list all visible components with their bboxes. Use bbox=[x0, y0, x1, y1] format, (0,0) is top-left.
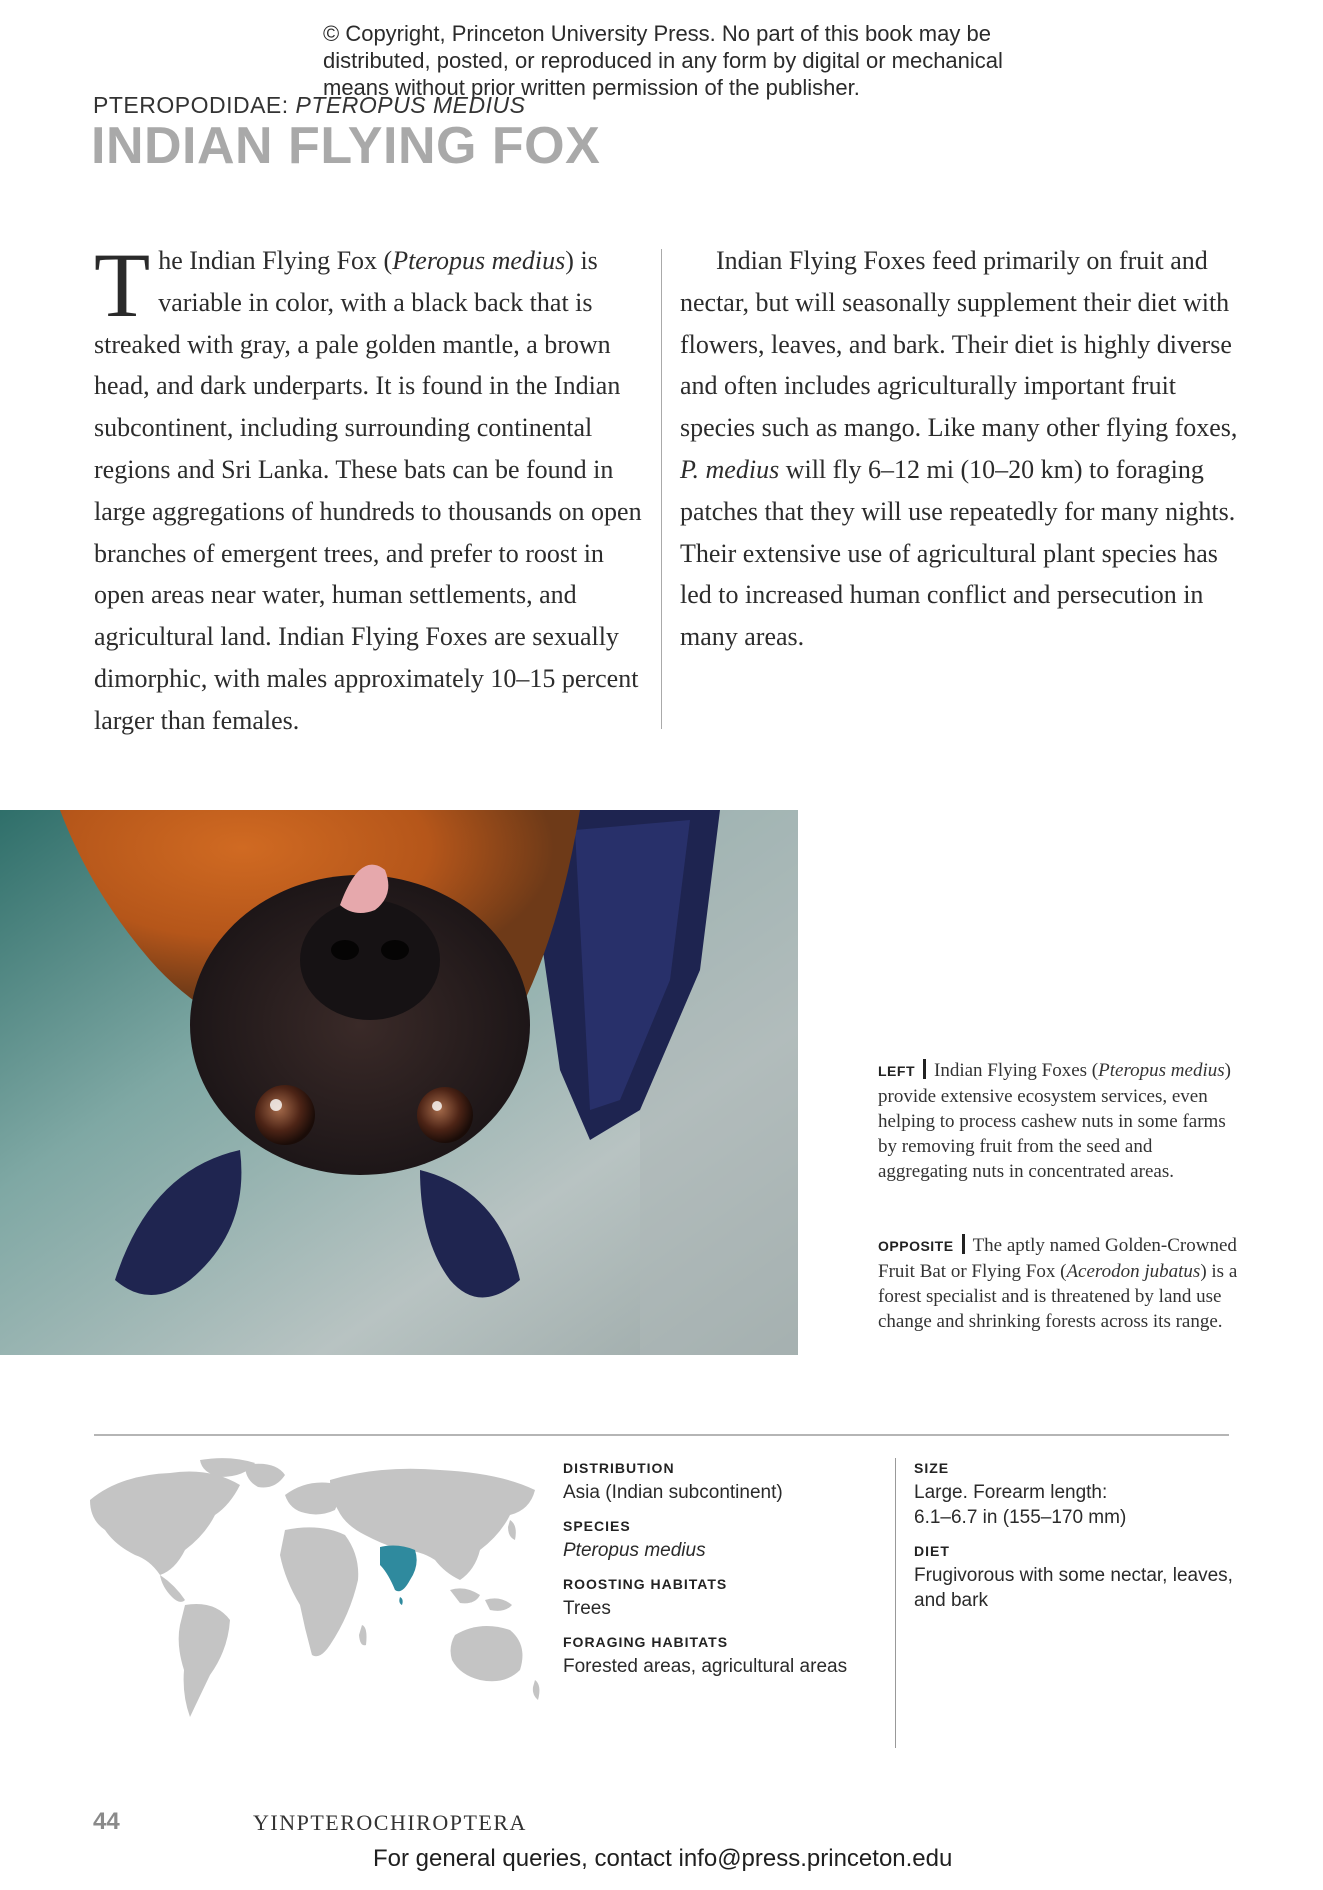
fact-value: Forested areas, agricultural areas bbox=[563, 1656, 848, 1677]
caption-italic: Pteropus medius bbox=[1098, 1060, 1225, 1081]
species-italic: Pteropus medius bbox=[392, 246, 566, 275]
body-text: will fly 6–12 mi (10–20 km) to foraging patches that they will use repeatedly for many nights. Their extensive use of agricultural plant species has led to increased human conflict and persecution in many areas. bbox=[680, 454, 1236, 652]
page-title: INDIAN FLYING FOX bbox=[91, 117, 601, 175]
species-caps: PTEROPUS MEDIUS bbox=[295, 92, 526, 118]
world-map-svg bbox=[80, 1455, 550, 1725]
fact-label: SIZE bbox=[914, 1460, 950, 1476]
fact-value: 6.1–6.7 in (155–170 mm) bbox=[914, 1507, 1127, 1528]
fact-distribution bbox=[563, 1460, 893, 1505]
body-text: Indian Flying Foxes feed primarily on fruit and nectar, but will seasonally supplement their diet with flowers, leaves, and bark. Their diet is highly diverse and often includes agriculturally important fruit species such as mango. Like many other flying foxes, bbox=[680, 246, 1238, 443]
bat-photo bbox=[0, 810, 798, 1355]
caption-label-left: LEFT bbox=[878, 1063, 915, 1079]
fact-value: Pteropus medius bbox=[563, 1540, 706, 1561]
fact-species bbox=[563, 1518, 893, 1563]
family-line bbox=[93, 92, 525, 119]
family-name: PTEROPODIDAE: bbox=[93, 92, 296, 118]
fact-label: DISTRIBUTION bbox=[563, 1460, 675, 1476]
body-column-left bbox=[94, 234, 654, 742]
drop-cap: T bbox=[94, 234, 151, 336]
contact-notice: For general queries, contact info@press.princeton.edu bbox=[373, 1845, 953, 1872]
facts-divider bbox=[895, 1458, 896, 1748]
caption-text: The aptly named Golden-Crowned Fruit Bat or Flying Fox ( bbox=[878, 1235, 1237, 1282]
fact-size bbox=[914, 1460, 1244, 1530]
species-italic: P. medius bbox=[680, 454, 780, 484]
fact-roosting-habitats bbox=[563, 1576, 893, 1621]
fact-label: FORAGING HABITATS bbox=[563, 1634, 729, 1650]
fact-foraging-habitats bbox=[563, 1634, 893, 1679]
fact-label: DIET bbox=[914, 1543, 950, 1559]
caption-text: ) provide extensive ecosystem services, even helping to process cashew nuts in some farms by removing fruit from the seed and aggregating nuts in concentrated areas. bbox=[878, 1060, 1231, 1182]
section-rule bbox=[94, 1434, 1229, 1436]
fact-label: SPECIES bbox=[563, 1518, 631, 1534]
page-number: 44 bbox=[93, 1808, 120, 1835]
fact-value: Asia (Indian subcontinent) bbox=[563, 1482, 783, 1503]
fact-diet bbox=[914, 1543, 1244, 1613]
body-column-right bbox=[680, 240, 1240, 658]
body-text: he Indian Flying Fox ( bbox=[158, 246, 393, 275]
caption-label-opposite: OPPOSITE bbox=[878, 1238, 954, 1254]
caption-bar bbox=[962, 1234, 965, 1254]
caption-text: Indian Flying Foxes ( bbox=[934, 1060, 1099, 1081]
caption-text: ) is a forest specialist and is threatened by land use change and shrinking forests across its range. bbox=[878, 1261, 1238, 1332]
range-highlight bbox=[380, 1546, 417, 1592]
body-paragraph-left bbox=[94, 234, 654, 742]
caption-italic: Acerodon jubatus bbox=[1066, 1261, 1201, 1282]
caption-bar bbox=[923, 1059, 926, 1079]
world-distribution-map-icon bbox=[80, 1455, 550, 1725]
column-divider bbox=[661, 249, 662, 729]
caption-opposite bbox=[878, 1233, 1238, 1334]
bat-photo-illustration bbox=[0, 810, 798, 1355]
caption-left bbox=[878, 1058, 1238, 1184]
copyright-notice: © Copyright, Princeton University Press. No part of this book may be distributed, posted, or reproduced in any form by digital or mechanical means without prior written permission of the publisher. bbox=[323, 21, 1003, 100]
body-text: ) is variable in color, with a black back that is streaked with gray, a pale golden mantle, a brown head, and dark underparts. It is found in the Indian subcontinent, including surrounding continental regions and Sri Lanka. These bats can be found in large aggregations of hundreds to thousands on open branches of emergent trees, and prefer to roost in open areas near water, human settlements, and agricultural land. Indian Flying Foxes are sexually dimorphic, with males approximately 10–15 percent larger than females. bbox=[94, 246, 642, 735]
fact-value: Frugivorous with some nectar, leaves, and bark bbox=[914, 1565, 1233, 1611]
fact-label: ROOSTING HABITATS bbox=[563, 1576, 728, 1592]
body-paragraph-right bbox=[680, 240, 1240, 658]
running-head: YINPTEROCHIROPTERA bbox=[253, 1810, 527, 1835]
fact-value: Large. Forearm length: bbox=[914, 1482, 1108, 1503]
fact-value: Trees bbox=[563, 1598, 611, 1619]
